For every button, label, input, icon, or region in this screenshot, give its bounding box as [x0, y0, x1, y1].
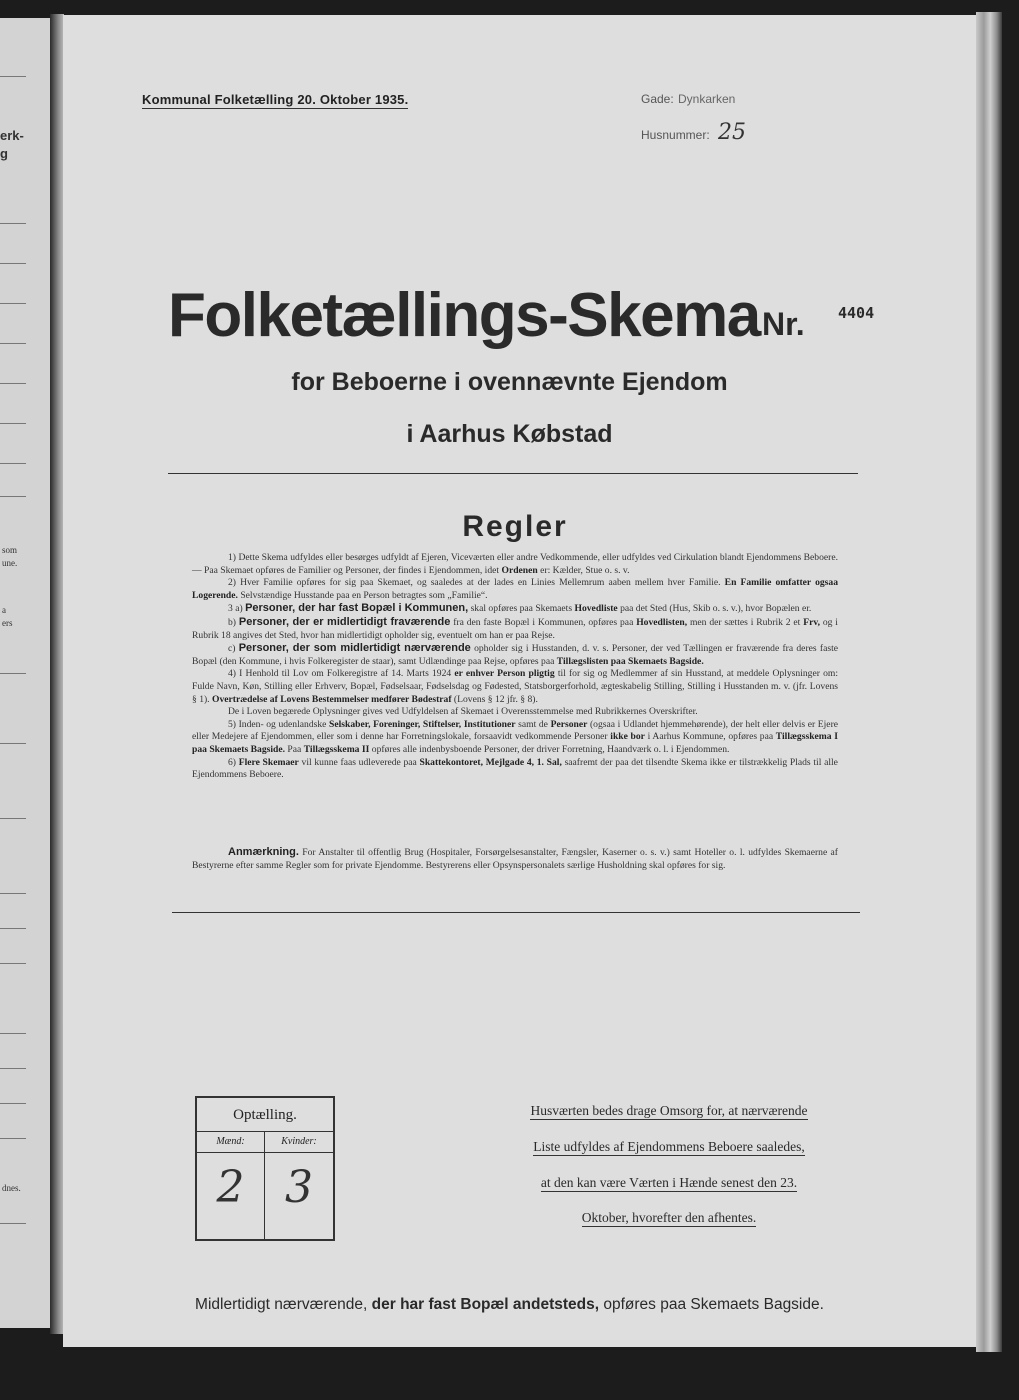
street-value: Dynkarken: [678, 92, 736, 106]
form-number-value: 4404: [838, 304, 875, 322]
rule-number: 3 a): [228, 603, 243, 615]
instruction-text: Liste udfyldes af Ejendommens Beboere saaledes,: [533, 1139, 805, 1154]
rule-text: opholder sig i Husstanden, d. v. s. Personer, der ved Tællingen er fraværende fra deres faste Bopæl (den Kommune, i hvis Folkeregister de staar), samt Udlændinge paa Rejse, opføres paa: [192, 643, 838, 667]
rule-text: (ogsaa i Udlandet hjemmehørende), der helt eller delvis er Ejere eller Medejere af Ejendommen, eller som i denne har Forretningslokale, forsaavidt vedkommende Personer: [192, 718, 839, 743]
count-column-women: [265, 1132, 333, 1239]
rule-1: [192, 552, 838, 577]
rule-text: fra den faste Bopæl i Kommunen, opføres paa: [453, 616, 634, 628]
rule-text: samt de: [518, 718, 548, 730]
divider: [168, 473, 858, 474]
rule-text: saafremt der paa det tilsendte Skema ikke er tilstrækkelig Plads til alle Ejendommens Beboere.: [192, 756, 838, 781]
rule-emphasis: Hovedlisten,: [636, 616, 688, 628]
rule-3a: [192, 602, 838, 616]
adjacent-page-rule: [0, 1223, 26, 1224]
adjacent-page-rule: [0, 1068, 26, 1069]
men-label: Mænd:: [197, 1132, 264, 1153]
count-title: Optælling.: [197, 1098, 333, 1132]
instruction-line: [500, 1210, 838, 1226]
form-number-label: Nr.: [762, 306, 805, 342]
instruction-text: at den kan være Værten i Hænde senest den 23.: [540, 1175, 798, 1190]
adjacent-page-rule: [0, 743, 26, 744]
street-label: Gade:: [641, 92, 674, 106]
adjacent-page-fragment: une.: [2, 558, 18, 568]
rule-number: c): [228, 643, 236, 655]
rule-2: [192, 577, 838, 602]
rule-text: (Lovens § 12 jfr. § 8).: [453, 693, 538, 705]
rule-emphasis: Hovedliste: [574, 603, 618, 615]
rule-text: vil kunne faas udleverede paa: [301, 756, 417, 768]
rule-text: 5) Inden- og udenlandske: [228, 718, 327, 730]
adjacent-page-fragment: erk-: [0, 128, 24, 143]
rule-emphasis: er enhver Person pligtig: [454, 668, 555, 680]
rule-emphasis: Selskaber, Foreninger, Stiftelser, Institutioner: [329, 718, 516, 730]
rule-text: De i Loven begærede Oplysninger gives ved Udfyldelsen af Skemaet i Overensstemmelse med Rubrikkernes Overskrifter.: [228, 706, 698, 718]
footer-note: [0, 1296, 1019, 1314]
adjacent-page-rule: [0, 1138, 26, 1139]
rule-emphasis: Tillægslisten paa Skemaets Bagside.: [556, 655, 704, 667]
rule-emphasis: En Familie omfatter ogsaa Logerende.: [192, 577, 838, 601]
rule-4: [192, 668, 838, 706]
remark-heading: Anmærkning.: [228, 846, 299, 858]
divider: [172, 912, 860, 913]
instruction-text: Husværten bedes drage Omsorg for, at nærværende: [530, 1103, 808, 1118]
instruction-line: [500, 1139, 838, 1155]
rule-emphasis: ikke bor: [610, 731, 645, 743]
rule-text: 4) I Henhold til Lov om Folkeregistre af 14. Marts 1924: [228, 668, 452, 680]
adjacent-page-rule: [0, 818, 26, 819]
rule-3c: [192, 642, 838, 668]
rule-text: og i Rubrik 18 angives det Sted, hvor han midlertidigt opholder sig, eventuelt om han er paa Rejse.: [192, 616, 838, 641]
rules-heading: Regler: [462, 510, 568, 543]
adjacent-page-rule: [0, 893, 26, 894]
adjacent-page-rule: [0, 343, 26, 344]
adjacent-page-fragment: a: [2, 605, 6, 615]
adjacent-page-rule: [0, 496, 26, 497]
count-column-men: [197, 1132, 265, 1239]
adjacent-page-rule: [0, 263, 26, 264]
rule-highlight: Personer, der som midlertidigt nærværende: [238, 642, 471, 655]
count-box: [195, 1096, 335, 1241]
rule-text: 2) Hver Familie opføres for sig paa Skemaet, og saaledes at der lades en Linies Mellemrum aaben mellem hver Familie.: [228, 577, 721, 589]
men-count: 2: [216, 1162, 245, 1213]
house-number-value: 25: [718, 120, 746, 145]
footer-emphasis: der har fast Bopæl andetsteds,: [371, 1296, 600, 1313]
rule-6: [192, 757, 838, 782]
adjacent-page-fragment: dnes.: [2, 1183, 21, 1193]
remark-section: [192, 846, 838, 872]
rule-number: 6): [228, 756, 236, 768]
adjacent-page-rule: [0, 1103, 26, 1104]
rule-emphasis: Tillægsskema I paa Skemaets Bagside.: [192, 731, 838, 755]
adjacent-page-fragment: g: [0, 146, 8, 161]
rule-emphasis: Overtrædelse af Lovens Bestemmelser medfører Bødestraf: [212, 693, 452, 705]
remark-text: For Anstalter til offentlig Brug (Hospitaler, Forsørgelsesanstalter, Fængsler, Kaserner o. s. v.) samt Hoteller o. l. udfyldes Skemaerne af Bestyrerne efter samme Regler som for private Ejendomme. Bestyrerens eller Opsynspersonalets særlige Husholdning skal opføres for sig.: [192, 847, 838, 871]
rule-emphasis: Skattekontoret, Mejlgade 4, 1. Sal,: [419, 756, 562, 768]
instruction-line: [500, 1175, 838, 1191]
adjacent-page-rule: [0, 963, 26, 964]
rule-text: men der sættes i Rubrik 2 et: [689, 616, 801, 628]
adjacent-page-rule: [0, 303, 26, 304]
form-subtitle: for Beboerne i ovennævnte Ejendom: [291, 368, 728, 396]
form-title: Folketællings-Skema: [168, 281, 760, 350]
rule-text: 1) Dette Skema udfyldes eller besørges udfyldt af Ejeren, Viceværten eller andre Vedkommende, eller udfyldes ved Cirkulation blandt Ejendommens Beboere. — Paa Skemaet opføres de Familier og Personer, der findes i Ejendommen, idet: [192, 552, 838, 576]
rule-5: [192, 719, 838, 757]
footer-text: opføres paa Skemaets Bagside.: [603, 1296, 824, 1313]
remark-paragraph: [192, 846, 838, 872]
footer-text: Midlertidigt nærværende,: [195, 1296, 368, 1313]
rule-highlight: Personer, der er midlertidigt fraværende: [238, 615, 451, 628]
rule-emphasis: Tillægsskema II: [303, 743, 370, 755]
rule-text: Selvstændige Husstande paa en Person betragtes som „Familie“.: [240, 589, 488, 601]
rule-3b: [192, 616, 838, 642]
rule-text: skal opføres paa Skemaets: [470, 603, 573, 615]
rule-emphasis: Personer: [550, 718, 588, 730]
instruction-line: [500, 1103, 838, 1119]
adjacent-page-rule: [0, 76, 26, 77]
form-subtitle-location: i Aarhus Købstad: [406, 420, 613, 448]
adjacent-page-strip: [0, 18, 50, 1328]
house-number-label: Husnummer:: [641, 128, 710, 142]
rules-text: [192, 552, 838, 782]
rule-text: opføres alle indenbysboende Personer, der driver Forretning, Haandværk o. l. i Ejendommen.: [371, 743, 730, 755]
rule-text: er: Kælder, Stue o. s. v.: [540, 564, 630, 576]
rule-text: til for sig og Medlemmer af sin Husstand, at meddele Oplysninger om: Fulde Navn, Køn, Stilling eller Erhverv, Bopæl, Fødselsaar, Fødselsdag og Fødested, Statsborgerforhold, ægteskabelig Stilling, Stilling i Husstanden m. v. (jfr. Lovens § 1).: [192, 668, 838, 705]
adjacent-page-fragment: som: [2, 545, 18, 555]
instruction-text: Oktober, hvorefter den afhentes.: [581, 1210, 757, 1225]
rule-text: paa det Sted (Hus, Skib o. s. v.), hvor Bopælen er.: [620, 603, 812, 615]
rule-text: i Aarhus Kommune, opføres paa: [647, 731, 774, 743]
book-spine: [50, 14, 64, 1334]
rule-number: b): [228, 616, 236, 628]
women-count: 3: [285, 1162, 313, 1213]
rule-emphasis: Ordenen: [501, 564, 538, 576]
adjacent-page-rule: [0, 1033, 26, 1034]
rule-4-continued: [192, 706, 838, 719]
adjacent-page-fragment: ers: [2, 618, 13, 628]
rule-highlight: Personer, der har fast Bopæl i Kommunen,: [245, 602, 469, 615]
adjacent-page-rule: [0, 223, 26, 224]
rule-emphasis: Frv,: [803, 616, 820, 628]
rule-emphasis: Flere Skemaer: [238, 756, 299, 768]
census-header: Kommunal Folketælling 20. Oktober 1935.: [142, 92, 409, 107]
page-edges: [976, 12, 1002, 1352]
adjacent-page-rule: [0, 463, 26, 464]
women-label: Kvinder:: [265, 1132, 333, 1153]
adjacent-page-rule: [0, 928, 26, 929]
rule-text: Paa: [287, 743, 302, 755]
adjacent-page-rule: [0, 673, 26, 674]
